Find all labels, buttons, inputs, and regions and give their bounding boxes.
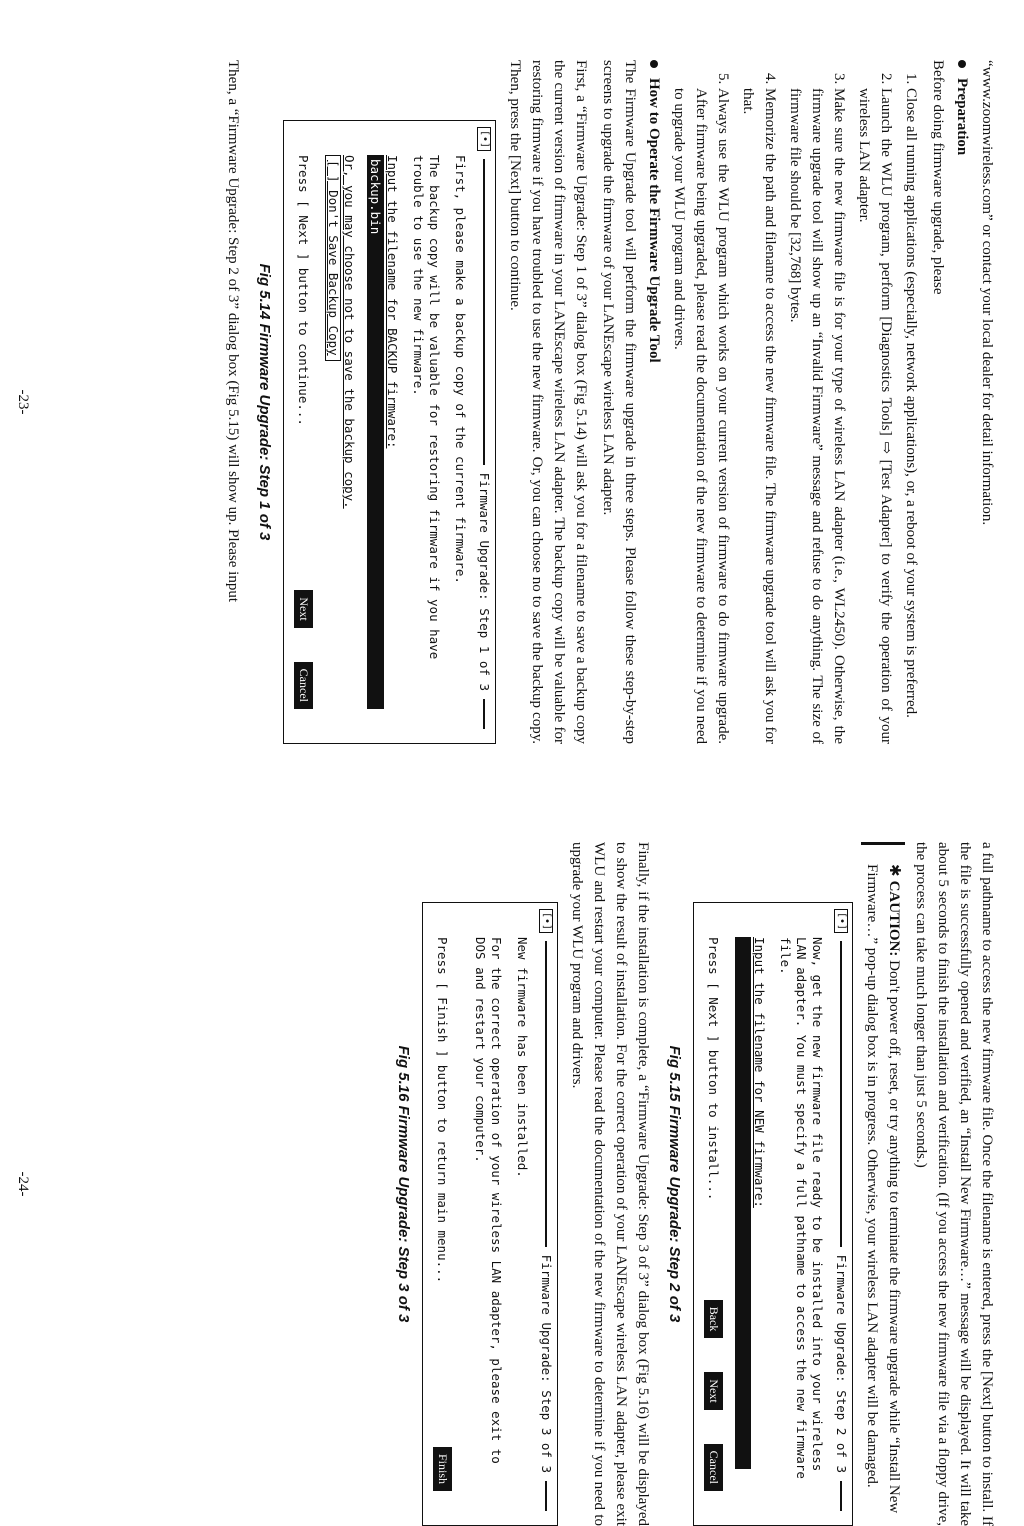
dialog-body <box>694 903 831 1525</box>
system-menu-icon[interactable]: [•] <box>835 909 849 933</box>
cancel-button[interactable]: Cancel <box>294 662 313 709</box>
final-paragraph: Finally, if the installation is complete, a “Firmware Upgrade: Step 3 of 3” dialog box (Fig 5.16) will be displayed to show the result of installation. For the correct operation of your LANEscape wireless LAN adapter, please exit WLU and restart your computer. Please read the documentation of the new firmware to determine if you need to upgrade your WLU program and drivers. <box>569 842 651 1526</box>
dialog-message: Now, get the new firmware file ready to be installed into your wireless LAN adapter. You must specify a full pathname to access the new firmware file. <box>778 937 825 1487</box>
title-rule <box>484 699 486 729</box>
dialog-title-bar <box>831 903 852 1525</box>
dialog-title-bar <box>474 121 495 743</box>
figure-caption: Fig 5.16 Firmware Upgrade: Step 3 of 3 <box>395 1045 412 1323</box>
new-filename-input[interactable] <box>735 937 751 1469</box>
bullet-icon <box>958 60 966 68</box>
step-item: 5. Always use the WLU program which works on your current version of firmware to do firmware upgrade. After firmware being upgraded, please read the documentation of the new firmware to determine if you need to upgrade your WLU program and drivers. <box>668 88 734 744</box>
firmware-upgrade-step3-dialog <box>422 902 558 1526</box>
backup-filename-input[interactable]: backup.bin <box>367 155 384 709</box>
preparation-intro: Before doing firmware upgrade, please <box>930 60 946 295</box>
title-rule <box>546 1481 548 1511</box>
howto-paragraph-1: The Firmware Upgrade tool will perform the firmware upgrade in three steps. Please follow these step-by-step screens to upgrade the firmware of your LANEscape wireless LAN adapter. <box>600 60 638 744</box>
dialog-title-bar <box>536 903 557 1525</box>
next-button[interactable]: Next <box>704 1372 723 1409</box>
title-rule <box>841 1481 843 1511</box>
step-item: 2. Launch the WLU program, perform [Diagnostics Tools] ⇨ [Test Adapter] to verify the operation of your wireless LAN adapter. <box>853 88 897 744</box>
dialog-message: New firmware has been installed. <box>515 937 530 1178</box>
dialog-footer <box>704 937 723 1491</box>
dont-save-backup-checkbox[interactable]: [ ] Don't Save Backup Copy <box>325 155 341 361</box>
caution-text: Don't power off, reset, or try anything to terminate the firmware upgrade while “Install New Firmware…” pop-up dialog box is in progress. Otherwise, your wireless LAN adapter will be damaged. <box>864 864 902 1514</box>
title-rule <box>841 941 843 1247</box>
dialog-title: Firmware Upgrade: Step 2 of 3 <box>834 1254 849 1473</box>
page-number: -23- <box>15 389 31 415</box>
firmware-upgrade-step2-dialog <box>693 902 853 1526</box>
howto-heading: How to Operate the Firmware Upgrade Tool <box>645 60 662 744</box>
system-menu-icon[interactable]: [•] <box>540 909 554 933</box>
continuation-paragraph: a full pathname to access the new firmware file. Once the filename is entered, press the [Next] button to install. If the file is successfully opened and verified, an “Install New Firmware…” message will be displayed. It will take about 5 seconds to finish the installation and verification. (If you access the new firmware file via a floppy drive, the process can take much longer than just 5 seconds.) <box>913 842 995 1526</box>
finish-button[interactable]: Finish <box>433 1447 452 1491</box>
cancel-button[interactable]: Cancel <box>704 1444 723 1491</box>
dialog-footer <box>433 937 452 1491</box>
dialog-prompt: Press [ Finish ] button to return main menu... <box>435 937 450 1284</box>
dialog-message: First, please make a backup copy of the current firmware. <box>453 155 468 584</box>
howto-paragraph-2: First, a “Firmware Upgrade: Step 1 of 3” dialog box (Fig 5.14) will ask you for a filename to save a backup copy the current version of firmware in your LANEscape wireless LAN adapter. The backup copy will be valuable for restoring firmware if you have troubled to use the new firmware. Or, you can choose no to save the backup copy. Then, press the [Next] button to continue. <box>507 60 589 744</box>
step-item: 3. Make sure the new firmware file is for your type of wireless LAN adapter (i.e., WL2450). Otherwise, the firmware upgrade tool will show up an “Invalid Firmware” message and refuse to do anything. The size of firmware file should be [32,768] bytes. <box>784 88 850 744</box>
step-item: 4. Memorize the path and filename to access the new firmware file. The firmware upgrade tool will ask you for that. <box>737 88 781 744</box>
intro-text: “www.zoomwireless.com” or contact your local dealer for detail information. <box>979 60 995 526</box>
preparation-heading: Preparation <box>953 60 970 744</box>
page-24 <box>0 842 1024 1526</box>
dialog-message: For the correct operation of your wireless LAN adapter, please exit to DOS and restart your computer. <box>473 937 504 1472</box>
figure-caption: Fig 5.15 Firmware Upgrade: Step 2 of 3 <box>666 1045 683 1323</box>
dialog-message: The backup copy will be valuable for restoring firmware if you have trouble to use the new firmware. <box>411 155 442 667</box>
dialog-title: Firmware Upgrade: Step 1 of 3 <box>477 472 492 691</box>
preparation-steps <box>668 60 922 744</box>
title-rule <box>484 159 486 465</box>
page-number: -24- <box>15 1171 31 1197</box>
bullet-icon <box>650 60 658 68</box>
next-button[interactable]: Next <box>294 590 313 627</box>
system-menu-icon[interactable]: [•] <box>478 127 492 151</box>
caution-label: CAUTION: <box>886 880 902 957</box>
caution-note <box>861 842 905 1526</box>
caution-bar <box>861 842 905 845</box>
warning-icon: ✱ <box>886 864 902 877</box>
alternative-label: Or, you may choose not to save the backup copy. <box>342 155 357 509</box>
dialog-body <box>284 121 474 743</box>
title-rule <box>546 941 548 1247</box>
figure-caption: Fig 5.14 Firmware Upgrade: Step 1 of 3 <box>256 263 273 541</box>
dialog-body <box>423 903 536 1525</box>
dialog-prompt: Press [ Next ] button to continue... <box>296 155 311 426</box>
firmware-upgrade-step1-dialog <box>283 120 496 744</box>
dialog-prompt: Press [ Next ] button to install... <box>706 937 721 1201</box>
backup-filename-label: Input the filename for BACKUP firmware: <box>385 155 400 449</box>
back-button[interactable]: Back <box>704 1300 723 1339</box>
dialog-title: Firmware Upgrade: Step 3 of 3 <box>539 1254 554 1473</box>
dialog-footer <box>294 155 313 709</box>
after-text: Then, a “Firmware Upgrade: Step 2 of 3” dialog box (Fig 5.15) will show up. Please input <box>225 60 241 602</box>
new-filename-label: Input the filename for NEW firmware: <box>752 937 767 1208</box>
step-item: 1. Close all running applications (especially, network applications), or, a reboot of your system is preferred. <box>900 88 922 744</box>
page-23 <box>0 60 1024 744</box>
